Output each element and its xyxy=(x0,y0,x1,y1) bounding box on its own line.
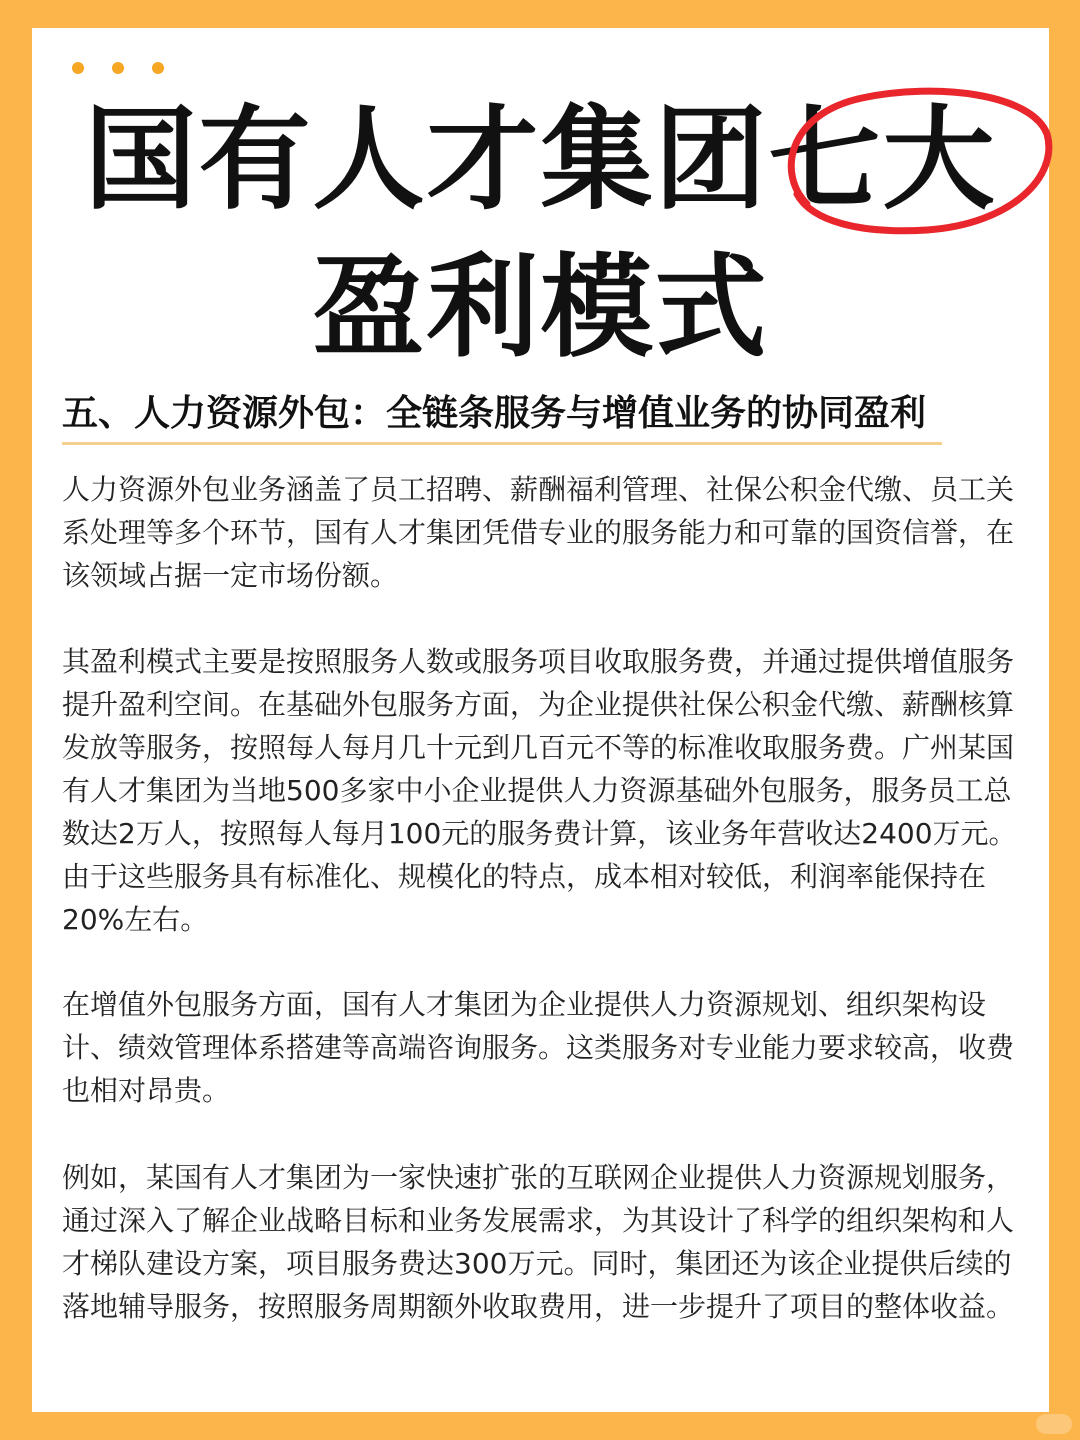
body-paragraph-1: 人力资源外包业务涵盖了员工招聘、薪酬福利管理、社保公积金代缴、员工关系处理等多个环节，国有人才集团凭借专业的服务能力和可靠的国资信誉，在该领域占据一定市场份额。 xyxy=(62,473,1015,592)
body-paragraph-4: 例如，某国有人才集团为一家快速扩张的互联网企业提供人力资源规划服务，通过深入了解企业战略目标和业务发展需求，为其设计了科学的组织架构和人才梯队建设方案，项目服务费达300万元。同时，集团还为该企业提供后续的落地辅导服务，按照服务周期额外收取费用，进一步提升了项目的整体收益。 xyxy=(62,1161,1015,1323)
decorative-dots xyxy=(72,62,164,74)
page-title-line-2: 盈利模式 xyxy=(312,243,769,373)
body-paragraph-3: 在增值外包服务方面，国有人才集团为企业提供人力资源规划、组织架构设计、绩效管理体系搭建等高端咨询服务。这类服务对专业能力要求较高，收费也相对昂贵。 xyxy=(62,988,1015,1107)
body-paragraph-2: 其盈利模式主要是按照服务人数或服务项目收取服务费，并通过提供增值服务提升盈利空间。在基础外包服务方面，为企业提供社保公积金代缴、薪酬核算发放等服务，按照每人每月几十元到几百元不等的标准收取服务费。广州某国有人才集团为当地500多家中小企业提供人力资源基础外包服务，服务员工总数达2万人，按照每人每月100元的服务费计算，该业务年营收达2400万元。由于这些服务具有标准化、规模化的特点，成本相对较低，利润率能保持在20%左右。 xyxy=(62,645,1017,936)
section-heading: 五、人力资源外包：全链条服务与增值业务的协同盈利 xyxy=(62,393,927,434)
heading-underline xyxy=(62,442,942,445)
watermark-mark xyxy=(1036,1414,1072,1434)
content-card xyxy=(32,28,1049,1412)
page-title-line-1: 国有人才集团七大 xyxy=(84,95,997,225)
dot-icon xyxy=(72,62,84,74)
dot-icon xyxy=(152,62,164,74)
dot-icon xyxy=(112,62,124,74)
